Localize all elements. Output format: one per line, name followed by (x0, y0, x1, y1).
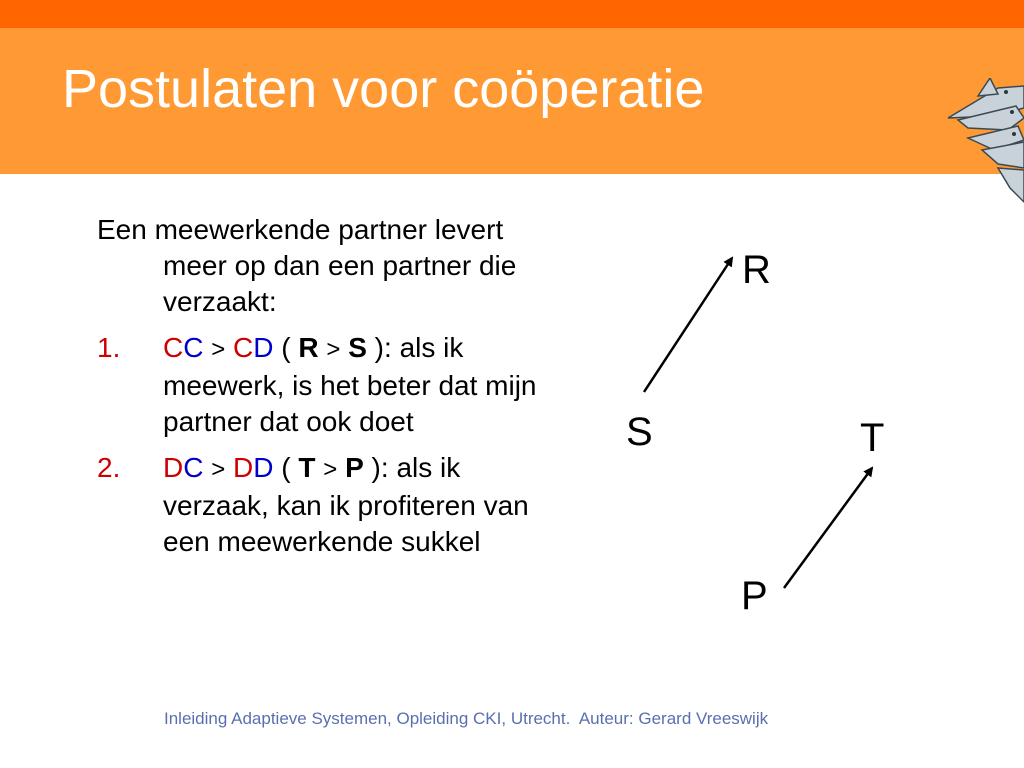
greater-than: > (211, 456, 226, 483)
own-move-letter: D (163, 452, 184, 483)
partner-move-letter: D (253, 452, 274, 483)
list-number: 1. (97, 332, 121, 363)
payoff-label: P (345, 452, 364, 483)
item-explanation: ): als ik verzaak, kan ik profiteren van een meewerkende sukkel (163, 452, 529, 557)
own-move-letter: C (233, 332, 254, 363)
intro-paragraph: Een meewerkende partner levert meer op dan een partner die verzaakt: (97, 214, 517, 317)
arrow-s-to-r (644, 258, 732, 392)
list-item-2 (97, 450, 537, 560)
item-explanation: ): als ik meewerk, is het beter dat mijn partner dat ook doet (163, 332, 537, 437)
paren-open: ( (273, 332, 299, 363)
slide-title: Postulaten voor coöperatie (62, 59, 705, 119)
body-text (97, 212, 537, 570)
partner-move-letter: C (183, 452, 204, 483)
greater-than: > (211, 336, 226, 363)
greater-than: > (323, 456, 338, 483)
list-number: 2. (97, 452, 121, 483)
diagram-label-r: R (742, 248, 771, 292)
paren-open: ( (273, 452, 299, 483)
flying-fish-icon (938, 78, 1024, 204)
own-move-letter: C (163, 332, 184, 363)
partner-move-letter: D (253, 332, 274, 363)
slide-footer: Inleiding Adaptieve Systemen, Opleiding CKI, Utrecht. Auteur: Gerard Vreeswijk (164, 709, 769, 728)
payoff-label: R (298, 332, 319, 363)
diagram-label-s: S (626, 410, 653, 454)
payoff-label: T (298, 452, 316, 483)
list-item-1 (97, 330, 537, 440)
diagram-label-t: T (860, 416, 885, 460)
greater-than: > (326, 336, 341, 363)
own-move-letter: D (233, 452, 254, 483)
diagram-label-p: P (741, 574, 768, 618)
top-accent-bar (0, 0, 1024, 28)
payoff-label: S (348, 332, 367, 363)
partner-move-letter: C (183, 332, 204, 363)
arrow-p-to-t (784, 468, 872, 588)
